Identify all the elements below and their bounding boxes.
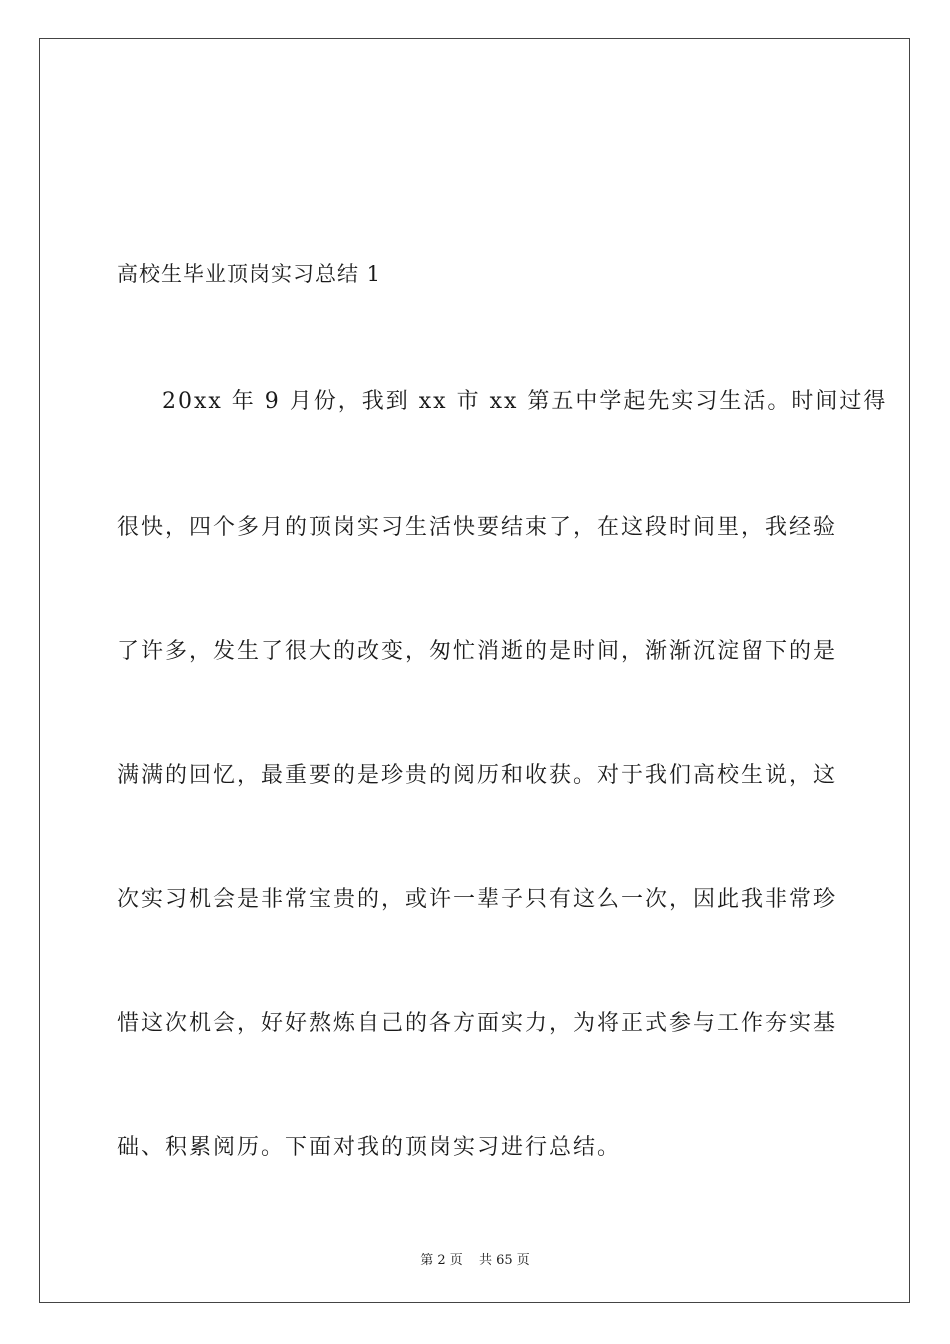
page-border [39,38,910,1303]
paragraph-line-7: 础、积累阅历。下面对我的顶岗实习进行总结。 [117,1135,622,1160]
paragraph-line-6: 惜这次机会，好好熬炼自己的各方面实力，为将正式参与工作夯实基 [117,1011,838,1036]
paragraph-line-3: 了许多，发生了很大的改变，匆忙消逝的是时间，渐渐沉淀留下的是 [117,639,838,664]
document-heading: 高校生毕业顶岗实习总结 1 [117,262,382,286]
page-number-current: 第 2 页 [420,1253,463,1268]
paragraph-line-1: 20xx 年 9 月份，我到 xx 市 xx 第五中学起先实习生活。时间过得 [162,389,888,414]
paragraph-line-4: 满满的回忆，最重要的是珍贵的阅历和收获。对于我们高校生说，这 [117,763,838,788]
page-footer [0,1249,950,1268]
page-number-total: 共 65 页 [478,1253,530,1268]
paragraph-line-5: 次实习机会是非常宝贵的，或许一辈子只有这么一次，因此我非常珍 [117,887,838,912]
paragraph-line-2: 很快，四个多月的顶岗实习生活快要结束了，在这段时间里，我经验 [117,515,838,540]
